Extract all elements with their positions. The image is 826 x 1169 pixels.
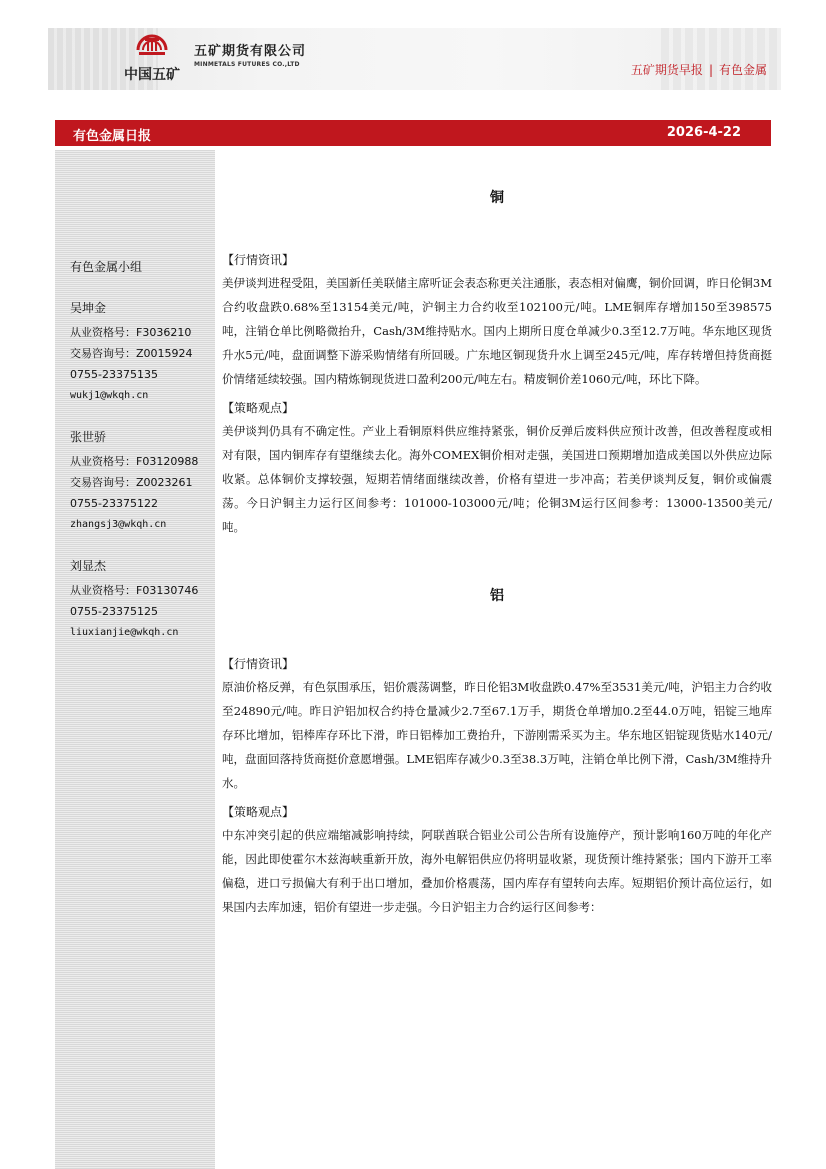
strategy-text: 美伊谈判仍具有不确定性。产业上看铜原料供应维持紧张，铜价反弹后废料供应预计改善，但改善程度或相对有限，国内铜库存有望继续去化。海外COMEX铜价相对走强，美国进口预期增加造成美国以外供应边际收紧。总体铜价支撑较强，短期若情绪面继续改善，价格有望进一步冲高；若美伊谈判反复，铜价或偏震荡。今日沪铜主力运行区间参考：101000-103000元/吨；伦铜3M运行区间参考：13000-13500美元/吨。 xyxy=(222,424,772,534)
page-header xyxy=(48,28,781,90)
analyst-name: 吴坤金 xyxy=(70,301,107,315)
company-name xyxy=(194,40,306,68)
strategy-tag: 【策略观点】 xyxy=(222,805,295,819)
analyst-phone: 0755-23375122 xyxy=(70,497,158,510)
sidebar-content xyxy=(70,258,215,665)
analyst-card xyxy=(70,557,215,643)
analyst-email[interactable]: zhangsj3@wkqh.cn xyxy=(70,519,167,530)
company-name-en: MINMETALS FUTURES CO.,LTD xyxy=(194,61,300,68)
minmetals-emblem-icon xyxy=(135,30,169,62)
market-info-tag: 【行情资讯】 xyxy=(222,253,295,267)
team-name: 有色金属小组 xyxy=(70,260,143,274)
analyst-consult-number: 交易咨询号：Z0023261 xyxy=(70,476,193,489)
report-date: 2026-4-22 xyxy=(666,125,741,140)
group-logo-text: 中国五矿 xyxy=(124,67,180,83)
strategy-text: 中东冲突引起的供应端缩减影响持续，阿联酋联合铝业公司公告所有设施停产，预计影响160万吨的年化产能，因此即使霍尔木兹海峡重新开放，海外电解铝供应仍将明显收紧，现货预计维持紧张；国内下游开工率偏稳，进口亏损偏大有利于出口增加，叠加价格震荡，国内库存有望转向去库。短期铝价预计高位运行，如果国内去库加速，铝价有望进一步走强。今日沪铝主力合约运行区间参考： xyxy=(222,828,772,914)
market-info-text: 原油价格反弹，有色氛围承压，铝价震荡调整，昨日伦铝3M收盘跌0.47%至3531美元/吨，沪铝主力合约收至24890元/吨。昨日沪铝加权合约持仓量减少2.7至67.1万手，期货仓单增加0.2至44.0万吨，铝锭三地库存环比增加，铝棒库存环比下滑，昨日铝棒加工费抬升，下游刚需采买为主。华东地区铝锭现货贴水140元/吨，盘面回落持货商挺价意愿增强。LME铝库存减少0.3至38.3万吨，注销仓单比例下滑，Cash/3M维持升水。 xyxy=(222,680,772,790)
aluminum-section xyxy=(222,585,772,919)
market-info-tag: 【行情资讯】 xyxy=(222,657,295,671)
market-info-text: 美伊谈判进程受阻，美国新任美联储主席听证会表态称更关注通胀，表态相对偏鹰，铜价回调，昨日伦铜3M合约收盘跌0.68%至13154美元/吨，沪铜主力合约收至102100元/吨。LME铜库存增加150至398575吨，注销仓单比例略微抬升，Cash/3M维持贴水。国内上期所日度仓单减少0.3至12.7万吨。华东地区现货升水5元/吨，盘面调整下游采购情绪有所回暖。广东地区铜现货升水上调至245元/吨，库存转增但持货商挺价情绪延续较强。国内精炼铜现货进口盈利200元/吨左右。精废铜价差1060元/吨，环比下降。 xyxy=(222,276,772,386)
strategy-tag: 【策略观点】 xyxy=(222,401,295,415)
report-title: 有色金属日报 xyxy=(73,129,152,144)
report-body xyxy=(222,150,772,919)
minmetals-logo xyxy=(116,30,186,86)
analyst-card xyxy=(70,428,215,535)
analyst-qualification: 从业资格号：F03120988 xyxy=(70,455,199,468)
analyst-email[interactable]: liuxianjie@wkqh.cn xyxy=(70,627,179,638)
analyst-qualification: 从业资格号：F3036210 xyxy=(70,326,192,339)
analyst-phone: 0755-23375135 xyxy=(70,368,158,381)
analyst-card xyxy=(70,299,215,406)
section-title: 铝 xyxy=(490,588,504,604)
analyst-qualification: 从业资格号：F03130746 xyxy=(70,584,199,597)
report-name: 五矿期货早报 xyxy=(630,63,703,77)
section-title: 铜 xyxy=(490,190,504,206)
analyst-email[interactable]: wukj1@wkqh.cn xyxy=(70,390,149,401)
report-tag xyxy=(631,61,767,78)
analyst-consult-number: 交易咨询号：Z0015924 xyxy=(70,347,193,360)
header-building-graphic-right xyxy=(661,28,781,90)
copper-section xyxy=(222,187,772,539)
analyst-name: 张世骄 xyxy=(70,430,107,444)
analyst-phone: 0755-23375125 xyxy=(70,605,158,618)
report-tag-separator: | xyxy=(708,63,713,77)
company-name-cn: 五矿期货有限公司 xyxy=(194,44,307,59)
report-category: 有色金属 xyxy=(718,63,767,77)
sidebar xyxy=(55,150,215,1169)
analyst-name: 刘显杰 xyxy=(70,559,107,573)
report-title-bar xyxy=(55,120,771,146)
